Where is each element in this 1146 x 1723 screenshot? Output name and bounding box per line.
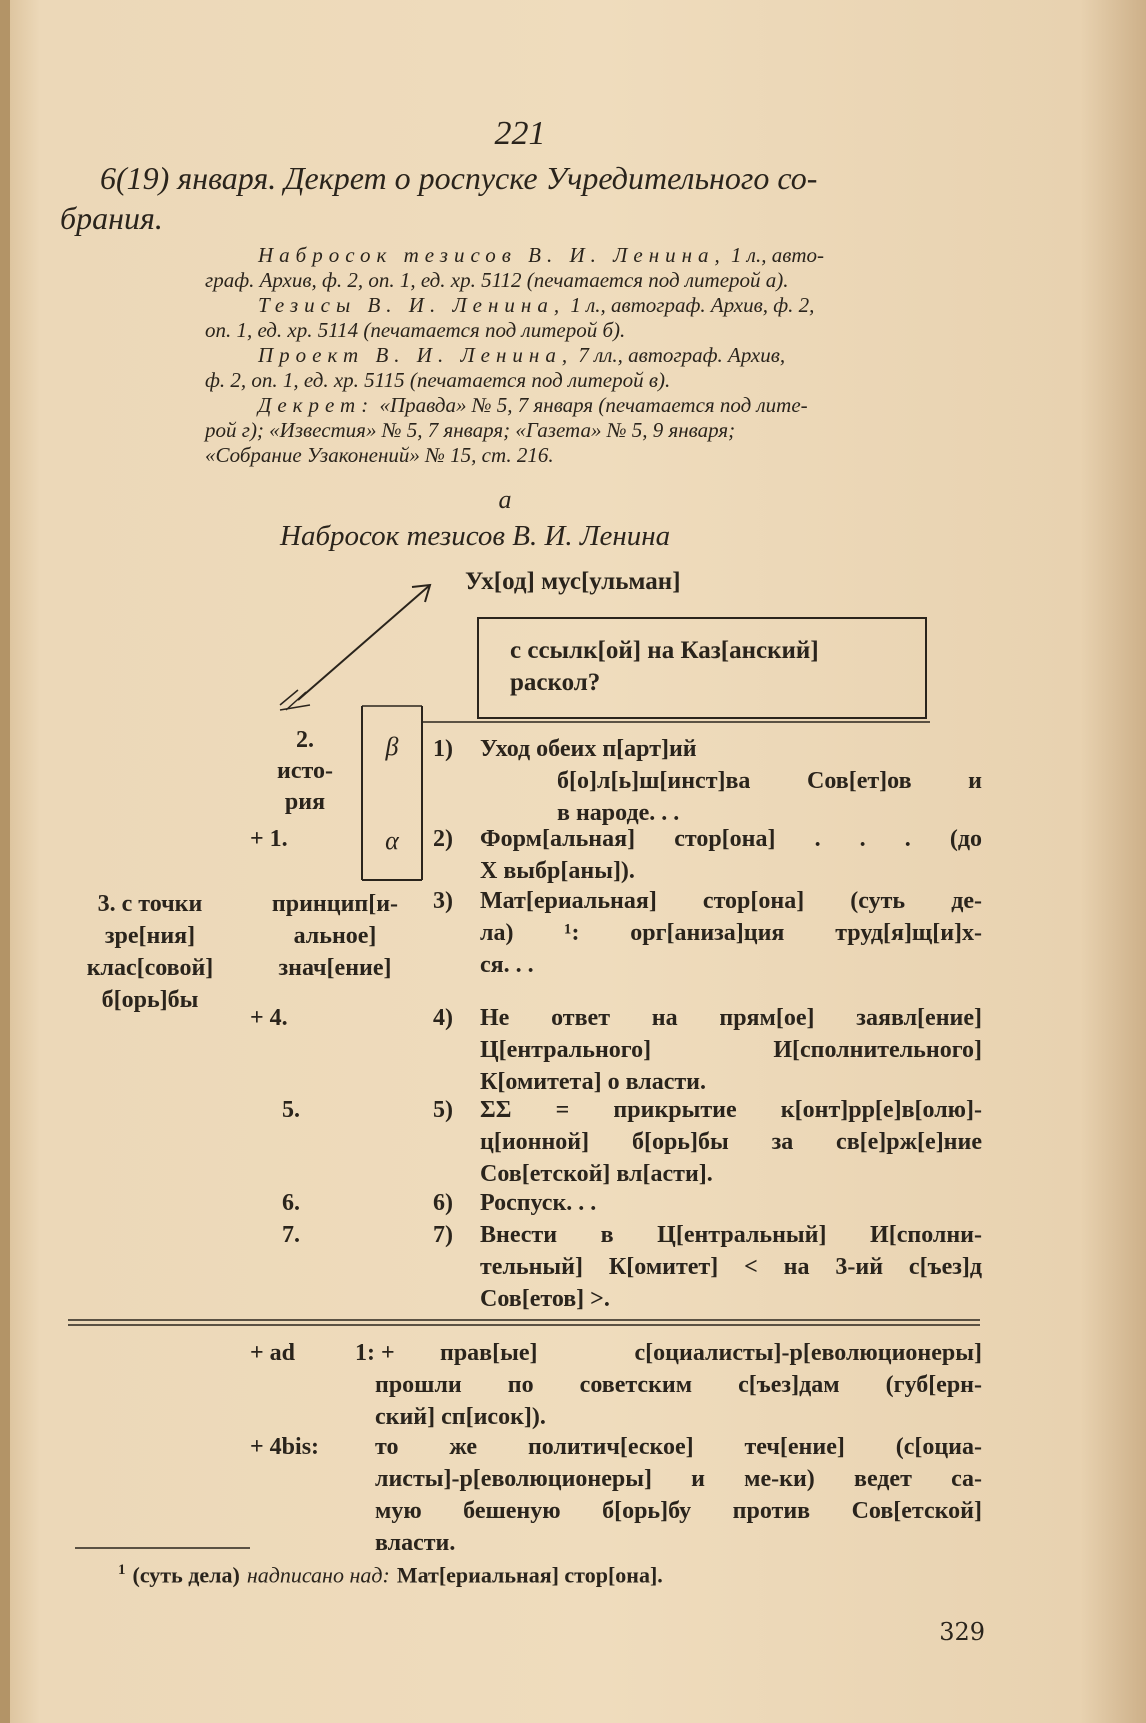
thesis-line: тельный] К[омитет] < на 3-ий с[ъез]д [480,1254,982,1280]
source-line: Тезисы В. И. Ленина, 1 л., автограф. Архив, ф. 2, [258,293,815,317]
thesis-line: Сов[етов] >. [480,1286,610,1312]
entry-title-line1: 6(19) января. Декрет о роспуске Учредительного со- [100,160,818,196]
thesis-number: 6) [433,1190,453,1216]
thesis-number: 1) [433,736,453,762]
source-line: «Собрание Узаконений» № 15, ст. 216. [205,443,554,467]
thesis-line: б[о]л[ь]ш[инст]ва Сов[ет]ов и [557,768,982,794]
thesis-number: 2) [433,826,453,852]
thesis-line: Ц[ентрального] И[сполнительного] [480,1037,982,1063]
margin-number: 6. [282,1190,300,1216]
footnote: $^1$ (суть дела) надписано над: Мат[ериальная] стор[она]. [118,1562,663,1588]
thesis-number: 4) [433,1005,453,1031]
margin-plus-4: + 4. [250,1005,288,1031]
thesis-number: 7) [433,1222,453,1248]
margin-label-history: 2. исто- рия [277,727,333,815]
addendum-line: листы]-р[еволюционеры] и ме-ки) ведет са- [375,1466,982,1492]
addendum-label: + ad [250,1340,296,1366]
thesis-line: Внести в Ц[ентральный] И[сполни- [480,1222,982,1248]
thesis-line: К[омитета] о власти. [480,1069,707,1095]
thesis-line: Роспуск. . . [480,1190,597,1216]
addendum-line: то же политич[еское] теч[ение] (с[оциа- [375,1434,982,1460]
addendum-line: прав[ые] с[оциалисты]-р[еволюционеры] [440,1340,982,1366]
thesis-line: Форм[альная] стор[она] . . . (до [480,826,982,852]
source-line: Декрет: «Правда» № 5, 7 января (печатается под лите- [258,393,808,417]
addendum-line: ский] сп[исок]). [375,1404,546,1430]
thesis-line: ц[ионной] б[орь]бы за св[е]рж[е]ние [480,1129,982,1155]
source-line: рой г); «Известия» № 5, 7 января; «Газета» № 5, 9 января; [205,418,736,442]
thesis-line: Мат[ериальная] стор[она] (суть де- [480,888,982,914]
section-letter: а [498,485,512,514]
margin-label-class-struggle: 3. с точки зре[ния] клас[совой] б[орь]бы [86,891,214,1013]
margin-label-principle: принцип[и- альное] знач[ение] [271,891,399,981]
source-line: оп. 1, ед. хр. 5114 (печатается под литерой б). [205,318,626,342]
alpha-mark: α [385,826,399,855]
addendum-ref: 1: + [355,1340,395,1366]
addendum-line: мую бешеную б[орь]бу против Сов[етской] [375,1498,982,1524]
boxed-note-line1: с ссылк[ой] на Каз[анский] [510,637,819,664]
thesis-line: ΣΣ = прикрытие к[онт]рр[е]в[олю]- [480,1097,982,1123]
document-number: 221 [494,115,546,152]
entry-title-line2: брания. [60,200,163,236]
source-line: Проект В. И. Ленина, 7 лл., автограф. Архив, [258,343,786,367]
addendum-line: прошли по советским с[ъез]дам (губ[ерн- [375,1372,982,1398]
boxed-note-line2: раскол? [510,669,601,696]
margin-number: 7. [282,1222,300,1248]
thesis-line: ла) ¹: орг[аниза]ция труд[я]щ[и]х- [480,920,982,946]
thesis-line: Уход обеих п[арт]ий [480,736,697,762]
beta-mark: β [385,732,399,761]
section-title: Набросок тезисов В. И. Ленина [280,520,671,552]
margin-plus-1: + 1. [250,826,288,852]
addendum-label: + 4bis: [250,1434,320,1460]
diagram-top-label: Ух[од] мус[ульман] [465,568,681,595]
source-line: граф. Архив, ф. 2, оп. 1, ед. хр. 5112 (печатается под литерой а). [205,268,789,292]
thesis-number: 5) [433,1097,453,1123]
addendum-line: власти. [375,1530,456,1556]
margin-number: 5. [282,1097,300,1123]
page-number: 329 [939,1618,985,1646]
source-line: Набросок тезисов В. И. Ленина, 1 л., авто- [258,243,824,267]
source-line: ф. 2, оп. 1, ед. хр. 5115 (печатается под литерой в). [205,368,671,392]
thesis-line: ся. . . [480,952,534,978]
thesis-line: Не ответ на прям[ое] заявл[ение] [480,1005,982,1031]
thesis-number: 3) [433,888,453,914]
thesis-line: Сов[етской] вл[асти]. [480,1161,713,1187]
thesis-line: в народе. . . [557,800,680,826]
thesis-line: X выбр[аны]). [480,858,635,884]
